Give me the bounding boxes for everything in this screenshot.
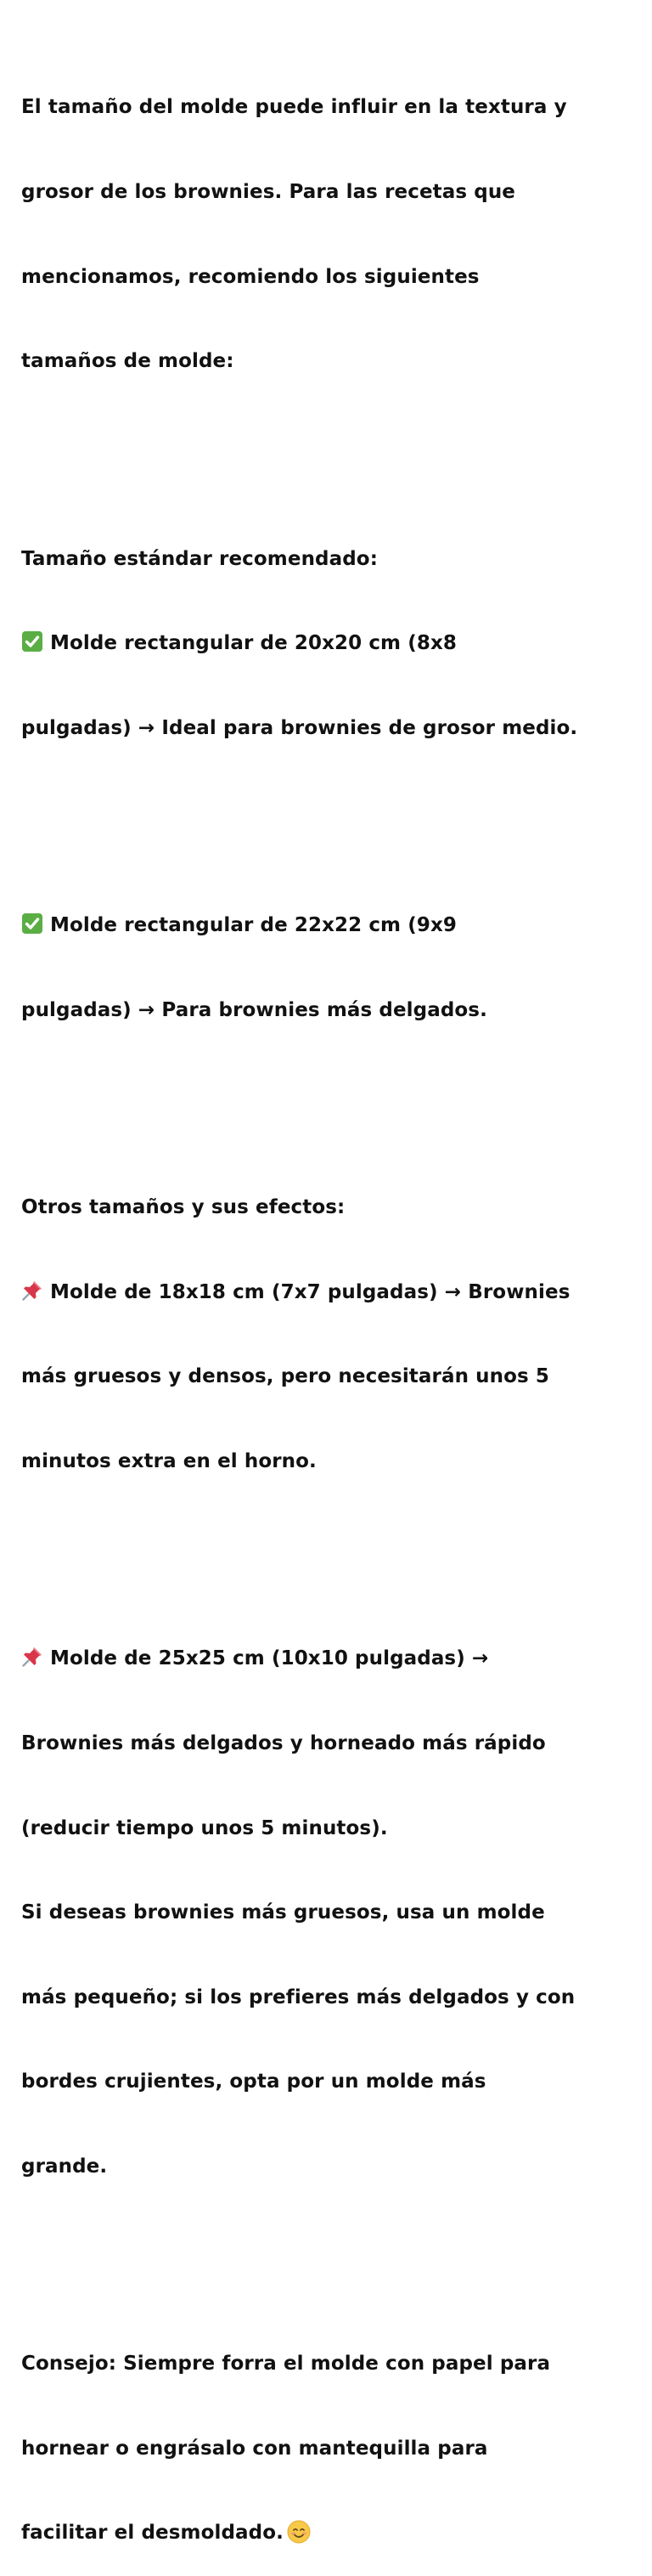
others-item-2-cont: (reducir tiempo unos 5 minutos). <box>21 1816 388 1839</box>
spacer <box>21 432 641 460</box>
standard-item-1 <box>21 630 641 658</box>
check-mark-button-icon <box>21 630 43 652</box>
intro-line: grosor de los brownies. Para las recetas que <box>21 181 516 203</box>
pushpin-icon <box>21 1280 43 1302</box>
standard-item-2 <box>21 912 641 940</box>
message-body <box>21 37 641 2576</box>
summary-line: Si deseas brownies más gruesos, usa un molde <box>21 1901 545 1924</box>
standard-heading: Tamaño estándar recomendado: <box>21 547 378 570</box>
spacer <box>21 2237 641 2265</box>
spacer <box>21 1081 641 1109</box>
others-item-1-cont: más gruesos y densos, pero necesitarán unos 5 <box>21 1365 550 1388</box>
spacer <box>21 1533 641 1561</box>
tip-line-last <box>21 2519 641 2547</box>
others-item-1 <box>21 1279 641 1307</box>
summary-line: más pequeño; si los prefieres más delgados y con <box>21 1986 576 2008</box>
standard-item-1-text: Molde rectangular de 20x20 cm (8x8 <box>50 632 457 655</box>
tip-line: hornear o engrásalo con mantequilla para <box>21 2437 488 2460</box>
intro-line: El tamaño del molde puede influir en la textura y <box>21 96 567 119</box>
tip-text: facilitar el desmoldado. <box>21 2522 284 2545</box>
standard-item-2-cont: pulgadas) → Para brownies más delgados. <box>21 998 487 1021</box>
standard-item-2-text: Molde rectangular de 22x22 cm (9x9 <box>50 914 457 937</box>
others-item-2 <box>21 1645 641 1673</box>
others-heading: Otros tamaños y sus efectos: <box>21 1196 346 1219</box>
standard-item-1-cont: pulgadas) → Ideal para brownies de grosor medio. <box>21 716 578 739</box>
smiling-face-icon <box>287 2520 311 2544</box>
summary-line: bordes crujientes, opta por un molde más <box>21 2070 486 2093</box>
tip-line: Consejo: Siempre forra el molde con papel para <box>21 2353 551 2375</box>
intro-line: mencionamos, recomiendo los siguientes <box>21 265 480 288</box>
others-item-2-text: Molde de 25x25 cm (10x10 pulgadas) → <box>50 1647 489 1670</box>
intro-line: tamaños de molde: <box>21 350 234 373</box>
others-item-1-cont: minutos extra en el horno. <box>21 1449 317 1472</box>
spacer <box>21 799 641 827</box>
check-mark-button-icon <box>21 912 43 935</box>
summary-line: grande. <box>21 2155 108 2178</box>
others-item-2-cont: Brownies más delgados y horneado más rápido <box>21 1731 546 1754</box>
pushpin-icon <box>21 1646 43 1668</box>
others-item-1-text: Molde de 18x18 cm (7x7 pulgadas) → Brownies <box>50 1280 570 1303</box>
